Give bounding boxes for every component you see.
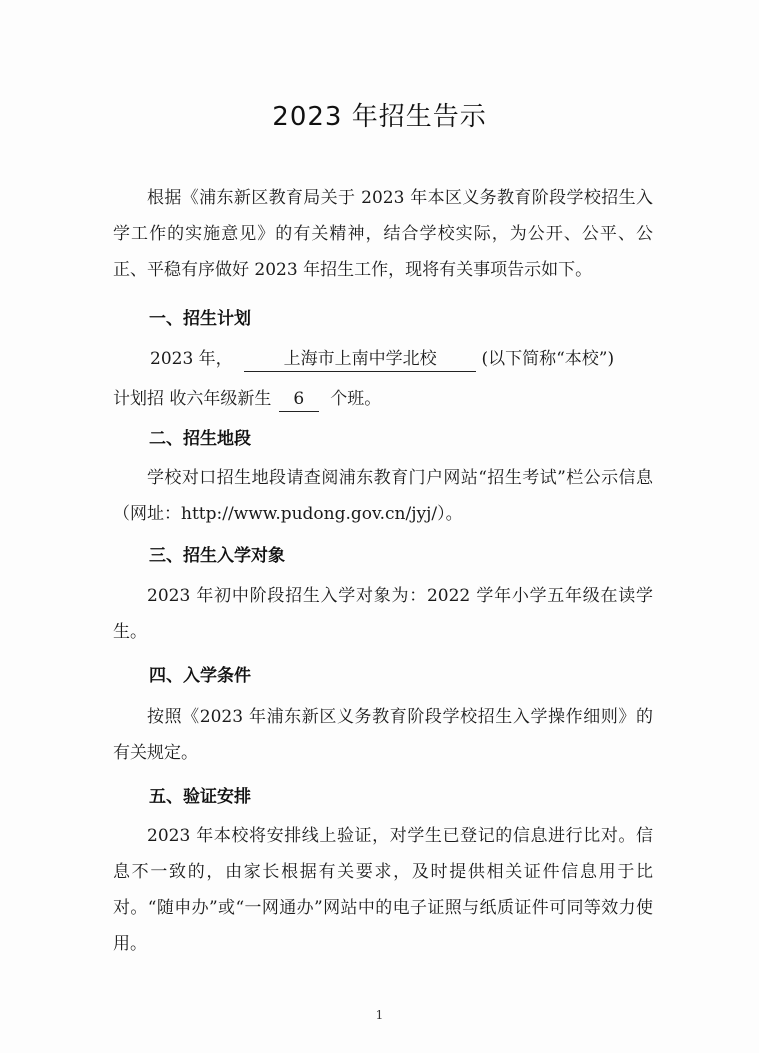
school-alias-text: (以下简称“本校”): [481, 349, 615, 369]
page-number: 1: [375, 1008, 384, 1022]
page-title: 2023 年招生告示: [272, 102, 487, 132]
school-name-field: 上海市上南中学北校: [244, 347, 476, 372]
intro-paragraph: 根据《浦东新区教育局关于 2023 年本区义务教育阶段学校招生入学工作的实施意见》的有关精神，结合学校实际，为公开、公平、公正、平稳有序做好 2023 年招生工作，现将有关事项告示如下。: [113, 188, 653, 280]
plan-line-1: [150, 341, 614, 377]
section-heading-conditions: 四、入学条件: [149, 666, 251, 686]
plan-suffix: 个班。: [330, 389, 382, 409]
plan-line-2: [113, 381, 381, 417]
class-count-field: 6: [279, 387, 319, 412]
conditions-paragraph: 按照《2023 年浦东新区义务教育阶段学校招生入学操作细则》的有关规定。: [113, 707, 653, 763]
section-heading-plan: 一、招生计划: [149, 309, 251, 329]
plan-prefix: 计划招 收六年级新生: [113, 389, 272, 409]
verification-paragraph: 2023 年本校将安排线上验证，对学生已登记的信息进行比对。信息不一致的，由家长根据有关要求，及时提供相关证件信息用于比对。“随申办”或“一网通办”网站中的电子证照与纸质证件可同等效力使用。: [113, 826, 653, 954]
eligibility-paragraph: 2023 年初中阶段招生入学对象为：2022 学年小学五年级在读学生。: [113, 586, 653, 642]
section-heading-eligibility: 三、招生入学对象: [149, 546, 285, 566]
section-heading-verification: 五、验证安排: [149, 787, 251, 807]
district-paragraph: 学校对口招生地段请查阅浦东教育门户网站“招生考试”栏公示信息（网址：http://www.pudong.gov.cn/jyj/）。: [113, 468, 653, 524]
section-heading-district: 二、招生地段: [149, 429, 251, 449]
plan-year-prefix: 2023 年，: [150, 349, 233, 369]
